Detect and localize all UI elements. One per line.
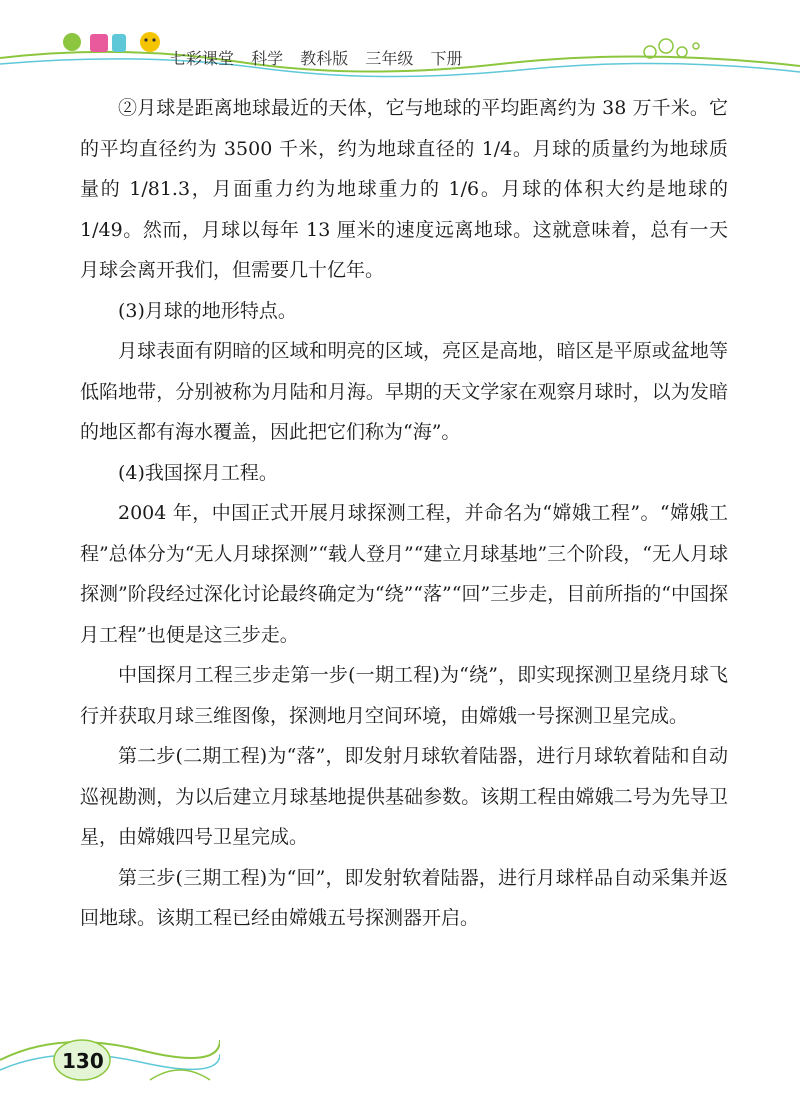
heading-lunar-program: (4)我国探月工程。 [118,461,278,484]
page-content [80,88,728,939]
paragraph-step-three: 第三步(三期工程)为“回”，即发射软着陆器，进行月球样品自动采集并返回地球。该期工程已经由嫦娥五号探测器开启。 [80,866,728,929]
header-edition: 教科版 [300,49,349,68]
header-title [170,46,474,69]
header-volume: 下册 [430,49,463,68]
page-header [0,0,800,80]
footer-decoration [0,1000,220,1113]
header-subject: 科学 [251,49,284,68]
paragraph-step-two: 第二步(二期工程)为“落”，即发射月球软着陆器，进行月球软着陆和自动巡视勘测，为以后建立月球基地提供基础参数。该期工程由嫦娥二号为先导卫星，由嫦娥四号卫星完成。 [80,745,728,848]
heading-moon-terrain: (3)月球的地形特点。 [118,299,297,322]
page-number: 130 [62,1049,104,1073]
paragraph-step-one: 中国探月工程三步走第一步(一期工程)为“绕”，即实现探测卫星绕月球飞行并获取月球三维图像，探测地月空间环境，由嫦娥一号探测卫星完成。 [80,664,728,727]
header-grade: 三年级 [365,49,414,68]
page-footer [0,1000,220,1113]
paragraph-moon-facts: ②月球是距离地球最近的天体，它与地球的平均距离约为 38 万千米。它的平均直径约为 3500 千米，约为地球直径的 1/4。月球的质量约为地球质量的 1/81.3，月面重力约为地球重力的 1/6。月球的体积大约是地球的 1/49。然而，月球以每年 13 厘米的速度远离地球。这就意味着，总有一天月球会离开我们，但需要几十亿年。 [80,97,728,281]
mascot-logo-icon [63,32,160,52]
paragraph-moon-terrain: 月球表面有阴暗的区域和明亮的区域，亮区是高地，暗区是平原或盆地等低陷地带，分别被称为月陆和月海。早期的天文学家在观察月球时，以为发暗的地区都有海水覆盖，因此把它们称为“海”。 [80,340,728,443]
bubbles-icon [644,39,699,58]
header-series: 七彩课堂 [170,49,235,68]
paragraph-lunar-program: 2004 年，中国正式开展月球探测工程，并命名为“嫦娥工程”。“嫦娥工程”总体分为“无人月球探测”“载人登月”“建立月球基地”三个阶段，“无人月球探测”阶段经过深化讨论最终确定为“绕”“落”“回”三步走，目前所指的“中国探月工程”也便是这三步走。 [80,502,728,646]
